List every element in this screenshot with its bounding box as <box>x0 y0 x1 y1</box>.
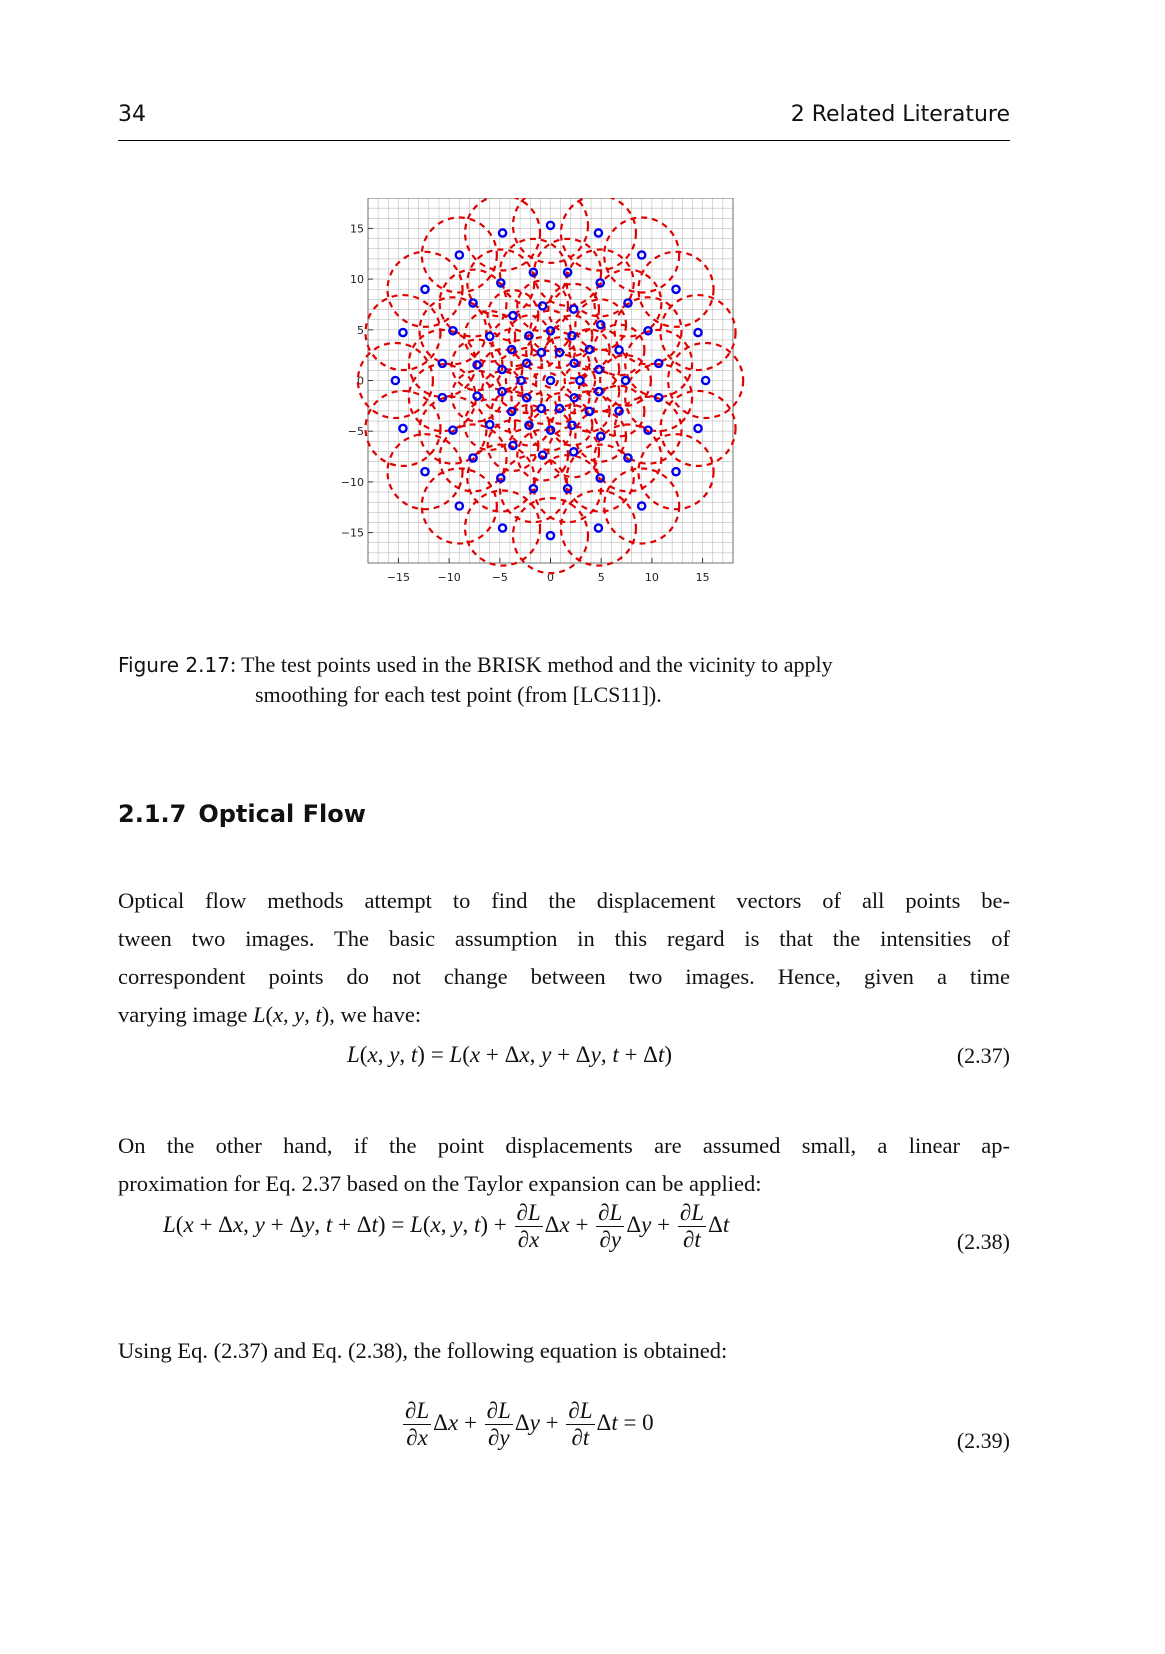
smoothing-circle <box>465 198 540 270</box>
test-point <box>474 392 481 399</box>
equation-2-37: L(x, y, t) = L(x + Δx, y + Δy, t + Δt) <box>347 1042 673 1067</box>
smoothing-circle <box>561 198 636 270</box>
equation-number-2-39: (2.39) <box>956 1428 1010 1453</box>
test-point <box>399 425 406 432</box>
caption-line-2: smoothing for each test point (from [LCS11]). <box>255 682 662 707</box>
paragraph-2-line-2: proximation for Eq. 2.37 based on the Taylor expansion can be applied: <box>118 1171 762 1196</box>
caption-line-1: : The test points used in the BRISK method and the vicinity to apply <box>229 652 833 677</box>
test-point <box>570 306 577 313</box>
x-tick-label: −5 <box>491 571 508 584</box>
equation-2-39: $\frac{\partial L}{\partial x}$ Δx + $\frac{\partial L}{\partial y}$ Δy + $\frac{\partial L}{\partial t}$ Δt = 0 <box>405 1398 654 1450</box>
paragraph-1 <box>118 882 1010 1034</box>
smoothing-circle <box>575 411 626 462</box>
paragraph-2-line-1: On the other hand, if the point displacements are assumed small, a linear ap- <box>118 1133 1010 1158</box>
equation-number-2-37: (2.37) <box>956 1043 1010 1068</box>
brisk-scatter-chart <box>330 198 770 618</box>
test-point <box>539 302 546 309</box>
y-tick-label: −15 <box>340 526 364 540</box>
test-point <box>498 388 505 395</box>
paragraph-1-line-2: tween two images. The basic assumption in this regard is that the intensities of <box>118 926 1010 951</box>
page-number: 34 <box>118 102 146 127</box>
figure-brisk-pattern <box>330 198 770 618</box>
test-point <box>570 448 577 455</box>
test-point <box>538 405 545 412</box>
caption-label: Figure 2.17 <box>118 653 230 677</box>
test-point <box>399 329 406 336</box>
test-point <box>694 425 701 432</box>
test-point <box>597 321 604 328</box>
figure-caption <box>118 650 1010 710</box>
test-point <box>586 408 593 415</box>
paragraph-2 <box>118 1127 1010 1203</box>
test-point <box>509 442 516 449</box>
section-title: Optical Flow <box>198 800 366 828</box>
y-tick-label: 10 <box>350 273 364 287</box>
test-point <box>586 346 593 353</box>
equation-number-2-38: (2.38) <box>956 1229 1010 1254</box>
test-point <box>595 524 602 531</box>
section-heading <box>118 800 366 828</box>
smoothing-circle <box>575 299 626 350</box>
test-point <box>509 312 516 319</box>
equation-2-38: L(x + Δx, y + Δy, t + Δt) = L(x, y, t) + $\frac{\partial L}{\partial x}$ Δx + $\frac{\partial L}{\partial y}$ Δy + $\frac{\partial L}{\partial t}$ Δt <box>163 1200 730 1252</box>
test-point <box>595 229 602 236</box>
y-tick-label: −5 <box>347 425 364 439</box>
test-point <box>538 349 545 356</box>
page-header <box>118 100 1010 141</box>
test-point <box>568 332 575 339</box>
test-point <box>474 361 481 368</box>
test-point <box>597 433 604 440</box>
y-tick-label: −10 <box>340 475 364 489</box>
x-tick-label: −15 <box>386 571 411 584</box>
paragraph-3 <box>118 1332 1010 1370</box>
test-point <box>595 388 602 395</box>
x-tick-label: 10 <box>644 571 659 584</box>
smoothing-circle <box>661 391 736 466</box>
section-number: 2.1.7 <box>118 800 187 828</box>
x-tick-label: 0 <box>547 571 554 584</box>
test-point <box>499 229 506 236</box>
x-tick-label: 15 <box>695 571 710 584</box>
paragraph-1-line-4: varying image L(x, y, t), we have: <box>118 1002 422 1027</box>
paragraph-1-line-1: Optical flow methods attempt to find the displacement vectors of all points be- <box>118 888 1010 913</box>
test-point <box>539 452 546 459</box>
test-point <box>595 366 602 373</box>
test-point <box>499 524 506 531</box>
test-point <box>568 422 575 429</box>
running-title: 2 Related Literature <box>790 102 1010 127</box>
test-point <box>694 329 701 336</box>
paragraph-3-text: Using Eq. (2.37) and Eq. (2.38), the following equation is obtained: <box>118 1338 728 1363</box>
x-tick-label: −10 <box>437 571 461 584</box>
y-tick-label: 15 <box>350 222 364 236</box>
paragraph-1-line-3: correspondent points do not change between two images. Hence, given a time <box>118 964 1010 989</box>
y-tick-label: 5 <box>357 323 364 337</box>
x-tick-label: 5 <box>597 571 605 584</box>
y-tick-label: 0 <box>357 374 364 388</box>
